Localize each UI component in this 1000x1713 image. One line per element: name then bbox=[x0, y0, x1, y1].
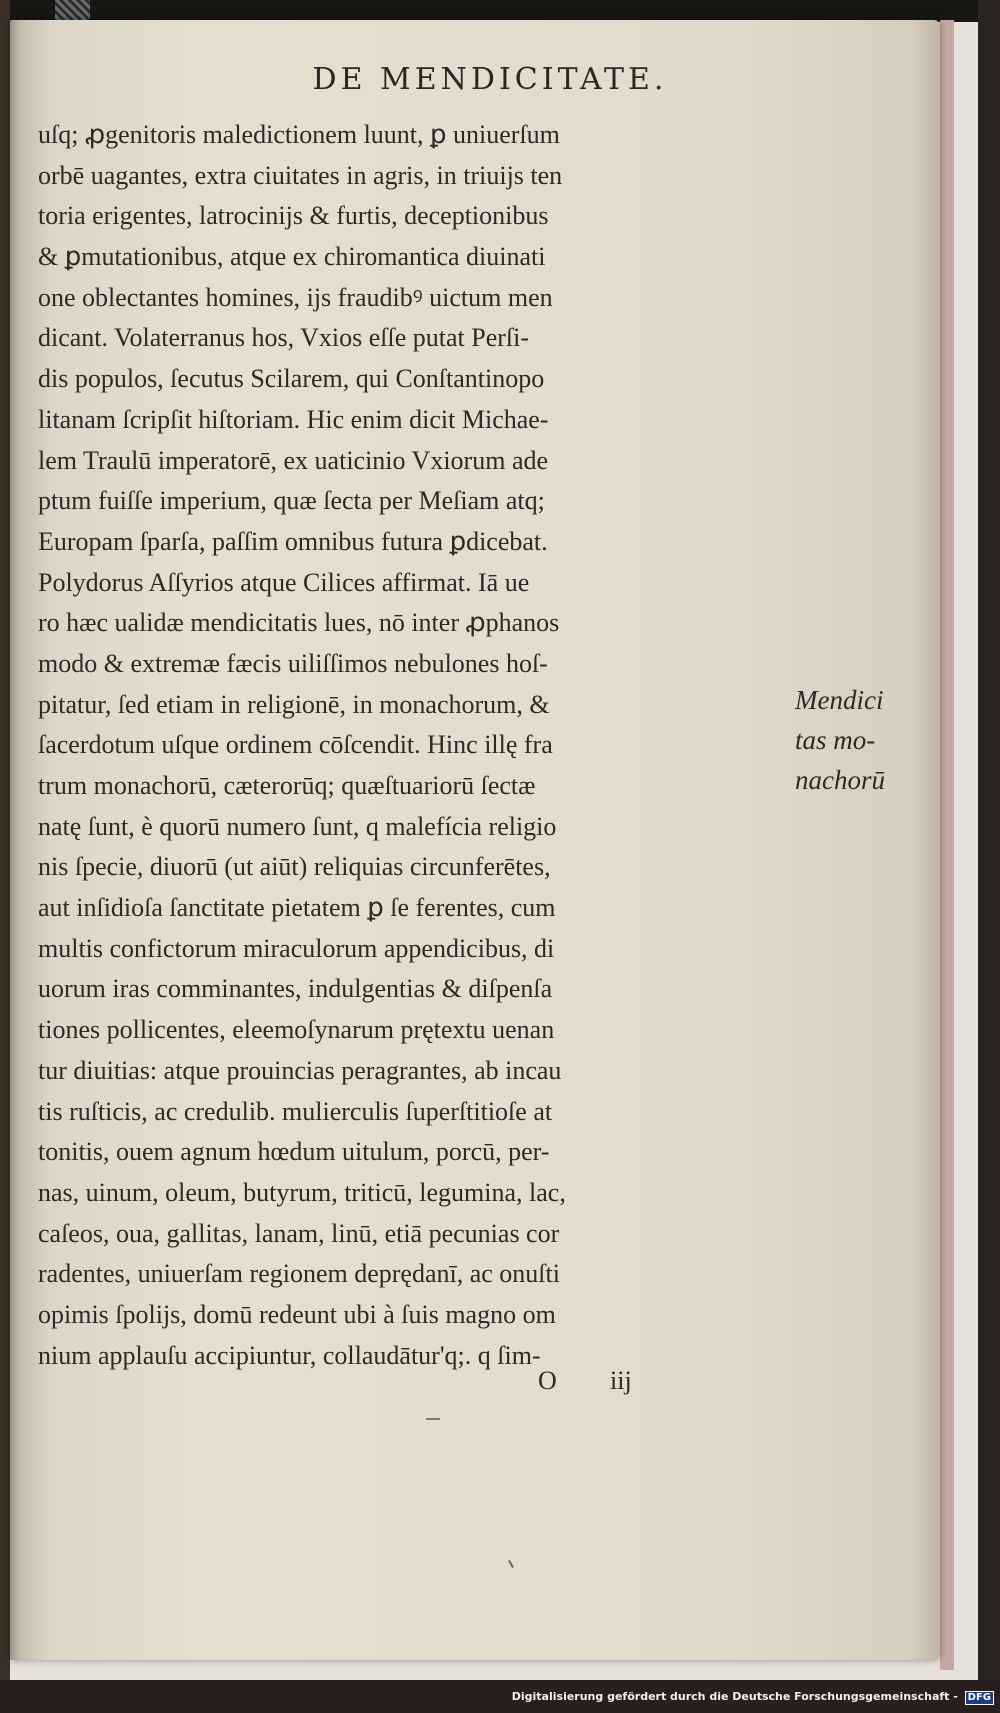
text-line: radentes, uniuerſam regionem deprędanī, ac onuſti bbox=[38, 1259, 560, 1289]
text-line: dis populos, ſecutus Scilarem, qui Conſtantinopo bbox=[38, 364, 545, 394]
text-line: modo & extremæ fæcis uiliſſimos nebulones hoſ- bbox=[38, 648, 548, 678]
text-line: tis ruſticis, ac credulib. mulierculis ſuperſtitioſe at bbox=[38, 1096, 553, 1126]
text-line: caſeos, oua, gallitas, lanam, linū, etiā pecunias cor bbox=[38, 1218, 560, 1248]
scan-background-right bbox=[978, 0, 1000, 1713]
text-line: Polydorus Aſſyrios atque Cilices affirmat. Iā ue bbox=[38, 567, 530, 597]
text-line: uorum iras comminantes, indulgentias & diſpenſa bbox=[38, 974, 553, 1004]
text-line: ptum fuiſſe imperium, quæ ſecta per Meſiam atq; bbox=[38, 486, 545, 516]
page-mark-dash bbox=[426, 1418, 440, 1420]
marginal-note bbox=[795, 680, 945, 800]
signature-number: iij bbox=[610, 1366, 632, 1395]
marginal-note-line: nachorū bbox=[795, 765, 885, 795]
text-line: litanam ſcripſit hiſtoriam. Hic enim dicit Michae- bbox=[38, 404, 549, 434]
digitization-credit bbox=[512, 1690, 994, 1705]
text-line: & ꝑmutationibus, atque ex chiromantica diuinati bbox=[38, 242, 546, 272]
page-edge bbox=[940, 20, 954, 1670]
text-line: nium applauſu accipiuntur, collaudātur'q;. q ſim- bbox=[38, 1340, 541, 1370]
body-text bbox=[38, 115, 768, 1376]
marginal-note-line: Mendici bbox=[795, 685, 884, 715]
signature-mark: O bbox=[538, 1366, 557, 1395]
text-line: tur diuitias: atque prouincias peragrantes, ab incau bbox=[38, 1055, 562, 1085]
credit-text: Digitalisierung gefördert durch die Deutsche Forschungsgemeinschaft - bbox=[511, 1690, 958, 1703]
text-line: lem Traulū imperatorē, ex uaticinio Vxiorum ade bbox=[38, 445, 549, 475]
text-line: natę ſunt, è quorū numero ſunt, q malefícia religio bbox=[38, 811, 557, 841]
text-line: ſacerdotum uſque ordinem cōſcendit. Hinc illę fra bbox=[38, 730, 553, 760]
scan-background-top bbox=[0, 0, 1000, 22]
text-line: tiones pollicentes, eleemoſynarum prętextu uenan bbox=[38, 1015, 555, 1045]
scan-background-left bbox=[0, 0, 10, 1713]
page-speck bbox=[508, 1560, 514, 1568]
text-line: pitatur, ſed etiam in religionē, in monachorum, & bbox=[38, 689, 550, 719]
text-line: one oblectantes homines, ijs fraudibꝰ uictum men bbox=[38, 282, 553, 312]
text-line: opimis ſpolijs, domū redeunt ubi à ſuis magno om bbox=[38, 1299, 556, 1329]
text-line: multis confictorum miraculorum appendicibus, di bbox=[38, 933, 555, 963]
text-line: tonitis, ouem agnum hœdum uitulum, porcū, per- bbox=[38, 1137, 550, 1167]
text-line: trum monachorū, cæterorūq; quæſtuariorū ſectæ bbox=[38, 771, 536, 800]
text-line: ro hæc ualidæ mendicitatis lues, nō inter ꝓphanos bbox=[38, 608, 560, 638]
text-line: nas, uinum, oleum, butyrum, triticū, legumina, lac, bbox=[38, 1177, 566, 1207]
text-line: nis ſpecie, diuorū (ut aiūt) reliquias circunferētes, bbox=[38, 852, 551, 882]
text-line: orbē uagantes, extra ciuitates in agris, in triuijs ten bbox=[38, 160, 563, 190]
marginal-note-line: tas mo- bbox=[795, 725, 876, 755]
book-page bbox=[10, 20, 940, 1660]
running-head: DE MENDICITATE. bbox=[312, 62, 668, 97]
text-line: uſq; ꝓgenitoris maledictionem luunt, ꝑ uniuerſum bbox=[38, 120, 560, 149]
text-line: aut inſidioſa ſanctitate pietatem ꝑ ſe ferentes, cum bbox=[38, 893, 556, 923]
text-line: toria erigentes, latrocinijs & furtis, deceptionibus bbox=[38, 201, 549, 231]
dfg-logo: DFG bbox=[965, 1691, 994, 1705]
text-line: Europam ſparſa, paſſim omnibus futura ꝑdicebat. bbox=[38, 526, 548, 556]
text-line: dicant. Volaterranus hos, Vxios eſſe putat Perſi- bbox=[38, 323, 530, 353]
